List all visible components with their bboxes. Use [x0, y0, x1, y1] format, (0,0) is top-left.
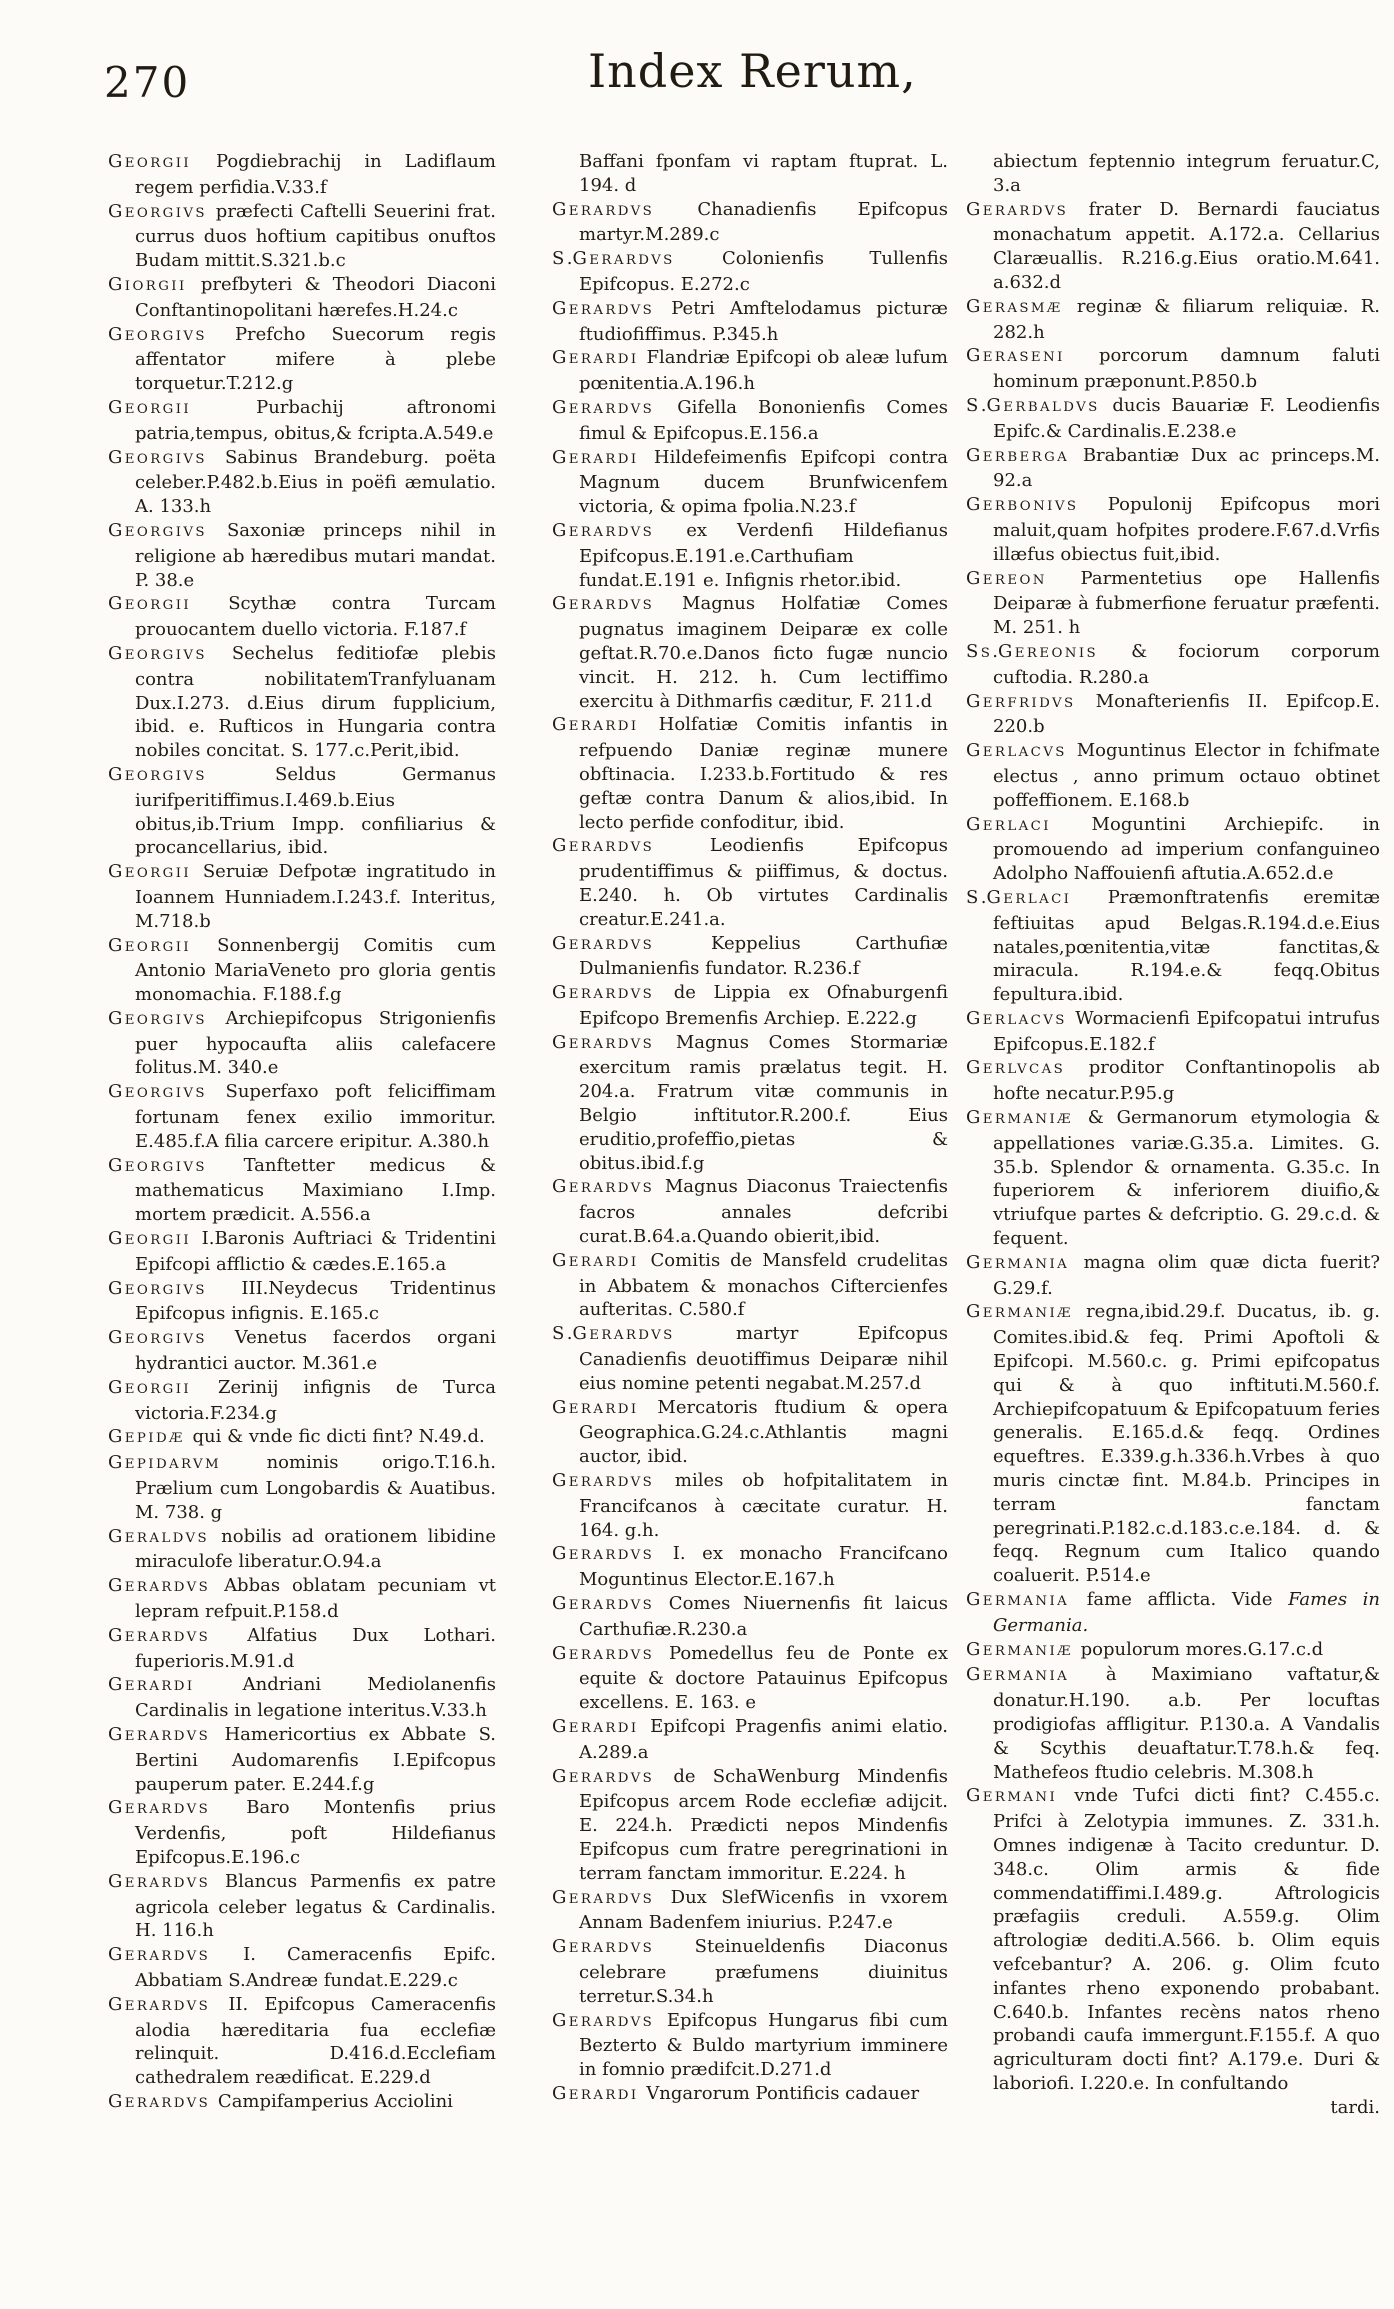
entry-headword: GERARDVS: [108, 1575, 211, 1597]
entry-headword: GERARDVS: [552, 1936, 655, 1958]
entry-headword: GERARDVS: [552, 519, 655, 541]
index-entry: GERFRIDVS Monafterienfis II. Epifcop.E. 220.b: [966, 690, 1380, 738]
entry-headword: GERARDI: [552, 2082, 639, 2104]
index-entry: SS.GEREONIS & fociorum corporum cuftodia. R.280.a: [966, 640, 1380, 688]
index-entry: GERLACVS Moguntinus Elector in fchifmate electus , anno primum octauo obtinet poffeffionem. E.168.b: [966, 740, 1380, 811]
entry-headword: GERLVCAS: [966, 1057, 1066, 1079]
entry-headword: GERARDI: [552, 1249, 639, 1271]
entry-headword: GEORGII: [108, 396, 192, 418]
index-entry: S.GERARDVS Colonienfis Tullenfis Epifcopus. E.272.c: [552, 248, 948, 295]
index-entry: GERARDI Andriani Mediolanenfis Cardinalis in legatione interitus.V.33.h: [108, 1674, 496, 1722]
index-entry: GERALDVS nobilis ad orationem libidine miraculofe liberatur.O.94.a: [108, 1525, 496, 1573]
running-title: Index Rerum,: [588, 44, 917, 98]
entry-headword: GERASENI: [966, 345, 1065, 367]
index-entry: S.GERLACI Præmonftratenfis eremitæ feftiuitas apud Belgas.R.194.d.e.Eius natales,pœnitentia,vitæ fanctitas,& miracula. R.194.e.& feqq.Obitus fepultura.ibid.: [966, 886, 1380, 1006]
entry-headword: GERARDI: [552, 446, 639, 468]
entry-headword: GERALDVS: [108, 1525, 209, 1547]
entry-headword: GERARDI: [552, 347, 639, 369]
entry-headword: GEORGIVS: [108, 1007, 207, 1029]
index-entry: GEORGIVS Prefcho Suecorum regis affentator mifere à plebe torquetur.T.212.g: [108, 323, 496, 395]
entry-headword: GEORGII: [108, 934, 192, 956]
entry-headword: GERARDI: [552, 1396, 639, 1418]
index-columns: [108, 150, 1380, 2120]
index-entry: GERMANI vnde Tufci dicti fint? C.455.c. Prifci à Zelotypia immunes. Z. 331.h. Omnes indigenæ à Tacito creduntur. D. 348.c. Olim armis & fide commendatiffimi.I.489.g. Aftrologicis præfagiis creduli. A.559.g. Olim aftrologiæ dediti.A.566. b. Olim equis vefcebantur? A. 206. g. Olim fcuto infantes rheno exponendo probabant. C.640.b. Infantes recèns natos rheno probandi caufa immergunt.F.155.f. A quo agriculturam docti fint? A.179.e. Duri & laboriofi. I.220.e. In confultando tardi.: [966, 1785, 1380, 2118]
index-entry: GERARDVS Petri Amftelodamus picturæ ftudiofiffimus. P.345.h: [552, 297, 948, 345]
entry-headword: GERLACI: [966, 813, 1051, 835]
entry-headword: GERARDVS: [552, 1543, 655, 1565]
entry-headword: GEORGIVS: [108, 1081, 207, 1103]
index-entry-continuation: abiectum feptennio integrum feruatur.C, 3.a: [993, 151, 1380, 196]
index-entry: GERARDI Mercatoris ftudium & opera Geographica.G.24.c.Athlantis magni auctor, ibid.: [552, 1396, 948, 1468]
index-entry: GERARDVS Blancus Parmenfis ex patre agricola celeber legatus & Cardinalis. H. 116.h: [108, 1870, 496, 1942]
index-entry: GEORGII Pogdiebrachij in Ladiflaum regem perfidia.V.33.f: [108, 151, 496, 198]
index-entry: GERARDVS I. Cameracenfis Epifc. Abbatiam S.Andreæ fundat.E.229.c: [108, 1944, 496, 1991]
entry-headword: GERARDVS: [552, 982, 655, 1004]
index-entry: GERBERGA Brabantiæ Dux ac princeps.M. 92.a: [966, 444, 1380, 492]
entry-headword: GERMANIÆ: [966, 1638, 1073, 1660]
index-entry: GERARDI Vngarorum Pontificis cadauer: [552, 2082, 920, 2104]
entry-headword: GERARDVS: [552, 297, 655, 319]
entry-headword: GEORGII: [108, 1228, 192, 1250]
entry-headword: GERARDVS: [108, 1624, 211, 1646]
index-entry: GERARDVS Alfatius Dux Lothari. fuperioris.M.91.d: [108, 1624, 496, 1672]
index-entry: GERMANIÆ & Germanorum etymologia & appellationes variæ.G.35.a. Limites. G. 35.b. Splendor & ornamenta. G.35.c. In fuperiorem & inferiorem diuifio,& vtriufque partes & defcriptio. G. 29.c.d. & fequent.: [966, 1107, 1380, 1250]
index-entry: GEORGII Sonnenbergij Comitis cum Antonio MariaVeneto pro gloria gentis monomachia. F.188.f.g: [108, 934, 496, 1006]
index-entry: GERLACVS Wormacienfi Epifcopatui intrufus Epifcopus.E.182.f: [966, 1007, 1380, 1055]
index-entry: GERARDI Epifcopi Pragenfis animi elatio. A.289.a: [552, 1716, 948, 1763]
entry-headword: GERARDI: [552, 1716, 639, 1737]
entry-headword: GEORGIVS: [108, 1154, 207, 1176]
entry-headword: GEORGII: [108, 861, 192, 883]
entry-headword: GERARDI: [552, 714, 639, 736]
entry-headword: GEORGIVS: [108, 1277, 207, 1299]
entry-headword: GERMANIA: [966, 1251, 1070, 1273]
entry-headword: GERARDVS: [966, 198, 1069, 220]
index-entry: GERLVCAS proditor Conftantinopolis ab hofte necatur.P.95.g: [966, 1057, 1380, 1105]
entry-headword: GERARDVS: [552, 835, 655, 857]
entry-headword: GERARDVS: [552, 2009, 655, 2031]
index-entry: GERARDVS miles ob hofpitalitatem in Francifcanos à cæcitate curatur. H. 164. g.h.: [552, 1470, 948, 1541]
index-entry: GEORGIVS III.Neydecus Tridentinus Epifcopus infignis. E.165.c: [108, 1277, 496, 1325]
index-entry: GERMANIA à Maximiano vaftatur,& donatur.H.190. a.b. Per locuftas prodigiofas affligitur. P.130.a. A Vandalis & Scythis deuaftatur.T.78.h.& feq. Mathefeos ftudio celebris. M.308.h: [966, 1664, 1380, 1783]
entry-headword: GEORGIVS: [108, 763, 207, 785]
index-column-3: [966, 150, 1380, 2120]
index-entry: GERMANIÆ regna,ibid.29.f. Ducatus, ib. g. Comites.ibid.& feq. Primi Apoftoli & Epifcopi. M.560.c. g. Primi epifcopatus qui & à quo inftituti.M.560.f. Archiepifcopatuum & Epifcopatuum feries generalis. E.165.d.& feqq. Ordines equeftres. E.339.g.h.336.h.Vrbes à quo muris cinctæ fint. M.84.b. Principes in terram fanctam peregrinati.P.182.c.d.183.c.e.184. d. & feqq. Regnum cum Italico quando coaluerit. P.514.e: [966, 1301, 1380, 1587]
index-entry: S.GERARDVS martyr Epifcopus Canadienfis deuotiffimus Deiparæ nihil eius nomine petenti negabat.M.257.d: [552, 1323, 948, 1394]
index-entry: GERARDVS Magnus Comes Stormariæ exercitum ramis prælatus tegit. H. 204.a. Fratrum vitæ communis in Belgio inftitutor.R.200.f. Eius eruditio,profeffio,pietas & obitus.ibid.f.g: [552, 1031, 948, 1174]
index-entry: GEORGII I.Baronis Auftriaci & Tridentini Epifcopi afflictio & cædes.E.165.a: [108, 1228, 496, 1275]
entry-headword: GERLACVS: [966, 740, 1067, 762]
index-entry: GEORGIVS Superfaxo poft feliciffimam fortunam fenex exilio immoritur. E.485.f.A filia carcere eripitur. A.380.h: [108, 1081, 496, 1152]
entry-headword: GERARDVS: [552, 1176, 655, 1198]
entry-headword: GIORGII: [108, 273, 187, 295]
index-entry: GERMANIA fame afflicta. Vide Fames in Germania.: [966, 1589, 1381, 1636]
index-entry: GEORGIVS Sechelus feditiofæ plebis contra nobilitatemTranfyluanam Dux.I.273. d.Eius dirum fupplicium, ibid. e. Rufticos in Hungaria contra nobiles concitat. S. 177.c.Perit,ibid.: [108, 642, 496, 762]
index-entry: GERARDVS Comes Niuernenfis fit laicus Carthufiæ.R.230.a: [552, 1593, 948, 1640]
entry-headword: GEORGII: [108, 593, 192, 615]
index-entry: GEPIDÆ qui & vnde fic dicti fint? N.49.d.: [108, 1426, 485, 1448]
index-entry: GERARDVS frater D. Bernardi fauciatus monachatum appetit. A.172.a. Cellarius Claræuallis. R.216.g.Eius oratio.M.641. a.632.d: [966, 198, 1380, 293]
index-entry: GERARDVS ex Verdenfi Hildefianus Epifcopus.E.191.e.Carthufiam fundat.E.191 e. Infignis rhetor.ibid.: [552, 519, 948, 591]
entry-headword: GERARDI: [108, 1674, 195, 1696]
index-entry: GERARDVS Keppelius Carthufiæ Dulmanienfis fundator. R.236.f: [552, 932, 948, 980]
entry-headword: GEPIDARVM: [108, 1452, 222, 1474]
entry-headword: S.GERBALDVS: [966, 394, 1100, 416]
entry-headword: GERARDVS: [552, 1886, 655, 1908]
index-entry: GEORGIVS Tanftetter medicus & mathematicus Maximiano I.Imp. mortem prædicit. A.556.a: [108, 1154, 496, 1226]
entry-headword: GERMANI: [966, 1785, 1058, 1807]
index-entry: GERARDVS Dux SlefWicenfis in vxorem Annam Badenfem iniurius. P.247.e: [552, 1886, 948, 1934]
entry-headword: GEORGII: [108, 1376, 192, 1398]
index-entry: GERARDVS Pomedellus feu de Ponte ex equite & doctore Patauinus Epifcopus excellens. E. 163. e: [552, 1642, 948, 1714]
index-entry: GERARDVS de Lippia ex Ofnaburgenfi Epifcopo Bremenfis Archiep. E.222.g: [552, 982, 948, 1029]
entry-headword: GERARDVS: [552, 198, 655, 220]
index-entry: GERARDVS Gifella Bononienfis Comes fimul & Epifcopus.E.156.a: [552, 396, 948, 444]
index-entry: GERARDVS Abbas oblatam pecuniam vt lepram refpuit.P.158.d: [108, 1575, 496, 1623]
index-entry: GERARDVS Leodienfis Epifcopus prudentiffimus & piiffimus, & doctus. E.240. h. Ob virtutes Cardinalis creatur.E.241.a.: [552, 835, 948, 930]
page-number: 270: [104, 58, 191, 107]
entry-headword: GERMANIA: [966, 1589, 1070, 1611]
index-entry: GERARDVS I. ex monacho Francifcano Moguntinus Elector.E.167.h: [552, 1543, 948, 1591]
entry-headword: GERARDVS: [108, 1870, 211, 1892]
entry-headword: GEREON: [966, 567, 1047, 589]
index-entry: GERASMÆ reginæ & filiarum reliquiæ. R. 282.h: [966, 295, 1380, 343]
entry-headword: GEORGIVS: [108, 200, 207, 222]
index-entry: GERARDVS Magnus Diaconus Traiectenfis facros annales defcribi curat.B.64.a.Quando obierit,ibid.: [552, 1176, 948, 1248]
entry-headword: GERBERGA: [966, 444, 1070, 466]
index-entry: GEORGII Scythæ contra Turcam prouocantem duello victoria. F.187.f: [108, 593, 496, 641]
entry-headword: GERARDVS: [108, 1797, 211, 1819]
index-entry: GERLACI Moguntini Archiepifc. in promouendo ad imperium confanguineo Adolpho Naffouienfi aftutia.A.652.d.e: [966, 813, 1380, 885]
entry-headword: GERFRIDVS: [966, 690, 1076, 712]
index-entry: GEREON Parmentetius ope Hallenfis Deiparæ à fubmerfione feruatur præfenti. M. 251. h: [966, 567, 1380, 639]
entry-headword: GERMANIÆ: [966, 1107, 1073, 1129]
entry-headword: GERARDVS: [108, 1724, 211, 1745]
entry-headword: GERARDVS: [552, 396, 655, 418]
index-entry: GEORGIVS Saxoniæ princeps nihil in religione ab hæredibus mutari mandat. P. 38.e: [108, 519, 496, 591]
index-entry: GERARDI Hildefeimenfis Epifcopi contra Magnum ducem Brunfwicenfem victoria, & opima fpolia.N.23.f: [552, 446, 948, 518]
entry-headword: GERMANIÆ: [966, 1301, 1073, 1323]
index-entry: GEORGIVS Venetus facerdos organi hydrantici auctor. M.361.e: [108, 1327, 496, 1375]
index-entry: GERARDVS Baro Montenfis prius Verdenfis, poft Hildefianus Epifcopus.E.196.c: [108, 1797, 496, 1868]
index-entry: S.GERBALDVS ducis Bauariæ F. Leodienfis Epifc.& Cardinalis.E.238.e: [966, 394, 1380, 442]
entry-headword: GERASMÆ: [966, 295, 1063, 317]
index-entry-continuation: Baffani fponfam vi raptam ftuprat. L. 194. d: [579, 151, 948, 196]
entry-headword: S.GERLACI: [966, 886, 1072, 908]
index-entry: GERBONIVS Populonij Epifcopus mori maluit,quam hofpites prodere.F.67.d.Vrfis illæfus obiectus fuit,ibid.: [966, 494, 1380, 565]
entry-headword: GERARDVS: [552, 1470, 655, 1492]
entry-headword: GERMANIA: [966, 1664, 1070, 1686]
index-entry: GERARDVS de SchaWenburg Mindenfis Epifcopus arcem Rode ecclefiæ adijcit. E. 224.h. Prædicti nepos Mindenfis Epifcopus cum fratre peregrinationi in terram fanctam immoritur. E.224. h: [552, 1765, 948, 1884]
index-column-2: [552, 150, 948, 2108]
entry-headword: GERARDVS: [108, 1944, 211, 1966]
entry-headword: GERARDVS: [108, 1993, 211, 2015]
entry-headword: GEORGIVS: [108, 519, 207, 541]
index-entry: GERARDVS II. Epifcopus Cameracenfis alodia hæreditaria fua ecclefiæ relinquit. D.416.d.Ecclefiam cathedralem reædificat. E.229.d: [108, 1993, 496, 2089]
entry-headword: GEORGIVS: [108, 1327, 207, 1349]
entry-headword: GERARDVS: [552, 1642, 655, 1664]
index-column-1: [108, 150, 496, 2116]
index-entry: GEORGII Zerinij infignis de Turca victoria.F.234.g: [108, 1376, 496, 1424]
entry-headword: GEORGIVS: [108, 446, 207, 468]
index-entry: GERARDVS Campifamperius Acciolini: [108, 2090, 453, 2112]
entry-headword: GEORGIVS: [108, 642, 207, 664]
entry-headword: GERARDVS: [552, 1031, 655, 1053]
index-entry: GEORGIVS Archiepifcopus Strigonienfis puer hypocaufta aliis calefacere folitus.M. 340.e: [108, 1007, 496, 1079]
index-entry: GERARDI Comitis de Mansfeld crudelitas in Abbatem & monachos Ciftercienfes aufteritas. C.580.f: [552, 1249, 948, 1321]
entry-headword: GERARDVS: [552, 932, 655, 954]
index-entry: GEORGII Purbachij aftronomi patria,tempus, obitus,& fcripta.A.549.e: [108, 396, 496, 444]
entry-headword: GEORGII: [108, 151, 192, 172]
entry-headword: GERARDVS: [552, 593, 655, 615]
index-entry: GEORGIVS præfecti Caftelli Seuerini frat. currus duos hoftium capitibus onuftos Budam mittit.S.321.b.c: [108, 200, 496, 272]
entry-headword: S.GERARDVS: [552, 1323, 675, 1345]
index-entry: GIORGII prefbyteri & Theodori Diaconi Conftantinopolitani hærefes.H.24.c: [108, 273, 496, 321]
entry-headword: GERBONIVS: [966, 494, 1079, 516]
index-entry: GERARDI Holfatiæ Comitis infantis in refpuendo Daniæ reginæ munere obftinacia. I.233.b.Fortitudo & res geftæ contra Danum & alios,ibid. In lecto perfide confoditur, ibid.: [552, 714, 948, 833]
index-entry: GERASENI porcorum damnum faluti hominum præponunt.P.850.b: [966, 345, 1380, 393]
index-entry: GEORGII Seruiæ Defpotæ ingratitudo in Ioannem Hunniadem.I.243.f. Interitus, M.718.b: [108, 861, 496, 932]
index-entry: GERARDVS Hamericortius ex Abbate S. Bertini Audomarenfis I.Epifcopus pauperum pater. E.244.f.g: [108, 1724, 496, 1795]
entry-headword: GERARDVS: [552, 1765, 655, 1787]
index-entry: GERARDVS Magnus Holfatiæ Comes pugnatus imaginem Deiparæ ex colle geftat.R.70.e.Danos ficto fugæ nuncio vincit. H. 212. h. Cum lectiffimo exercitu à Dithmarfis cæditur, F. 211.d: [552, 593, 948, 712]
index-entry: GERMANIA magna olim quæ dicta fuerit? G.29.f.: [966, 1251, 1380, 1299]
entry-headword: S.GERARDVS: [552, 248, 675, 270]
entry-headword: GEPIDÆ: [108, 1426, 185, 1448]
index-entry: GERARDI Flandriæ Epifcopi ob aleæ lufum pœnitentia.A.196.h: [552, 347, 948, 395]
entry-headword: GEORGIVS: [108, 323, 207, 345]
index-entry: GERARDVS Chanadienfis Epifcopus martyr.M.289.c: [552, 198, 948, 246]
entry-headword: SS.GEREONIS: [966, 640, 1099, 662]
index-entry: GERMANIÆ populorum mores.G.17.c.d: [966, 1638, 1324, 1660]
entry-headword: GERLACVS: [966, 1007, 1067, 1029]
entry-tail: tardi.: [1330, 2096, 1380, 2118]
index-entry: GEORGIVS Sabinus Brandeburg. poëta celeber.P.482.b.Eius in poëfi æmulatio. A. 133.h: [108, 446, 496, 518]
entry-headword: GERARDVS: [108, 2090, 211, 2112]
index-entry: GERARDVS Epifcopus Hungarus fibi cum Bezterto & Buldo martyrium imminere in fomnio prædifcit.D.271.d: [552, 2009, 948, 2081]
index-entry: GEPIDARVM nominis origo.T.16.h. Prælium cum Longobardis & Auatibus. M. 738. g: [108, 1452, 496, 1523]
index-entry: GEORGIVS Seldus Germanus iurifperitiffimus.I.469.b.Eius obitus,ib.Trium Impp. confiliarius & procancellarius, ibid.: [108, 763, 496, 859]
entry-headword: GERARDVS: [552, 1593, 655, 1615]
index-entry: GERARDVS Steinueldenfis Diaconus celebrare præfumens diuinitus terretur.S.34.h: [552, 1936, 948, 2007]
